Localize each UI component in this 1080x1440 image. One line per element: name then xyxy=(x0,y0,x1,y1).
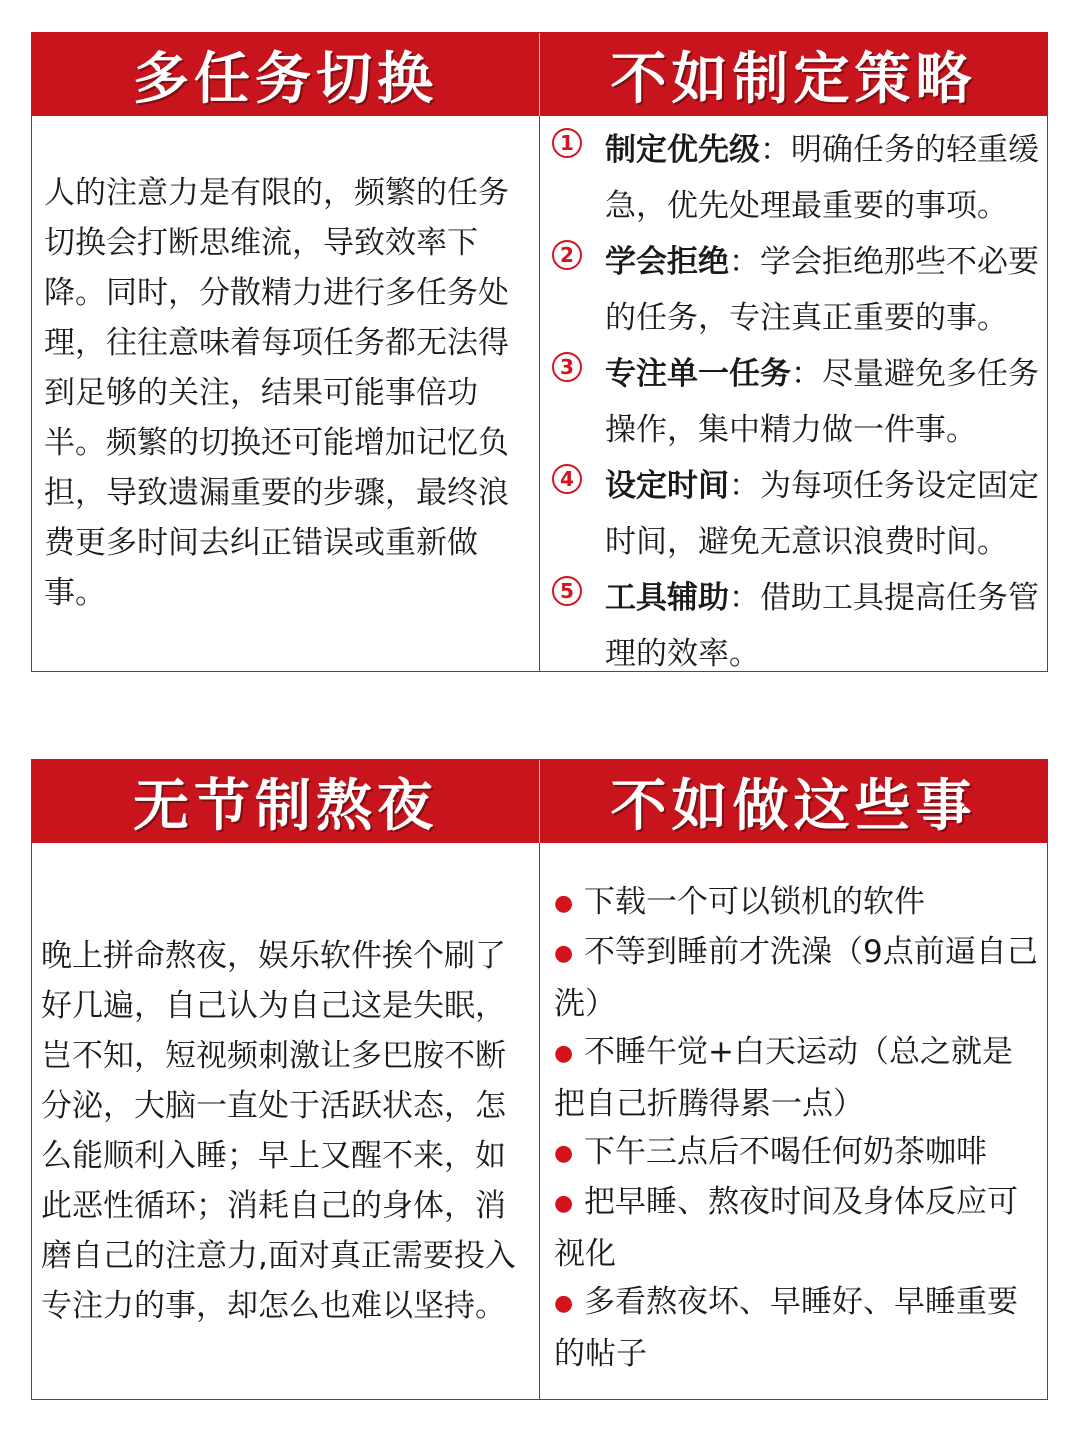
number-circle-icon: 5 xyxy=(552,576,582,606)
item-text: 明确任务的轻重缓急，优先处理最重要的事项。 xyxy=(605,132,1039,224)
header-strategy: 不如制定策略 xyxy=(540,33,1047,116)
strategy-table xyxy=(31,32,1048,672)
item-title: 专注单一任务 xyxy=(605,356,791,392)
item-text: 尽量避免多任务操作，集中精力做一件事。 xyxy=(605,356,1039,448)
bullet-icon: ● xyxy=(554,1191,574,1216)
list-item: ● 多看熬夜坏、早睡好、早睡重要的帖子 xyxy=(554,1277,1039,1379)
item-title: 设定时间 xyxy=(605,468,729,504)
strategy-item: 3 专注单一任务：尽量避免多任务操作，集中精力做一件事。 xyxy=(552,346,1039,458)
bullet-icon: ● xyxy=(554,1041,574,1066)
number-circle-icon: 2 xyxy=(552,240,582,270)
list-item: ● 不等到睡前才洗澡（9点前逼自己洗） xyxy=(554,927,1039,1029)
late-night-table xyxy=(31,759,1048,1400)
late-night-paragraph: 晚上拼命熬夜，娱乐软件挨个刷了好几遍，自己认为自己这是失眠，岂不知，短视频刺激让多巴胺不断分泌，大脑一直处于活跃状态，怎么能顺利入睡；早上又醒不来，如此恶性循环；消耗自己的身体，消磨自己的注意力,面对真正需要投入专注力的事，却怎么也难以坚持。 xyxy=(41,938,516,1324)
multitask-cell xyxy=(32,116,540,671)
item-text: 学会拒绝那些不必要的任务，专注真正重要的事。 xyxy=(605,244,1039,336)
number-circle-icon: 3 xyxy=(552,352,582,382)
strategy-item: 4 设定时间：为每项任务设定固定时间，避免无意识浪费时间。 xyxy=(552,458,1039,570)
alternatives-cell xyxy=(540,843,1047,1399)
item-text: 为每项任务设定固定时间，避免无意识浪费时间。 xyxy=(605,468,1039,560)
item-title: 工具辅助 xyxy=(605,580,729,616)
item-text: 借助工具提高任务管理的效率。 xyxy=(605,580,1039,672)
list-item: ● 把早睡、熬夜时间及身体反应可视化 xyxy=(554,1177,1039,1279)
strategy-cell xyxy=(540,116,1047,671)
item-title: 学会拒绝 xyxy=(605,244,729,280)
bullet-icon: ● xyxy=(554,1141,574,1166)
strategy-item: 5 工具辅助：借助工具提高任务管理的效率。 xyxy=(552,570,1039,682)
strategy-item: 1 制定优先级：明确任务的轻重缓急，优先处理最重要的事项。 xyxy=(552,122,1039,234)
number-circle-icon: 1 xyxy=(552,128,582,158)
bullet-icon: ● xyxy=(554,941,574,966)
header-alternatives: 不如做这些事 xyxy=(540,760,1047,843)
bullet-icon: ● xyxy=(554,891,574,916)
list-item: ● 下午三点后不喝任何奶茶咖啡 xyxy=(554,1127,1039,1179)
header-multitask: 多任务切换 xyxy=(32,33,540,116)
list-item: ● 下载一个可以锁机的软件 xyxy=(554,877,1039,929)
strategy-item: 2 学会拒绝：学会拒绝那些不必要的任务，专注真正重要的事。 xyxy=(552,234,1039,346)
late-night-cell xyxy=(32,843,540,1399)
item-title: 制定优先级 xyxy=(605,132,760,168)
header-late-night: 无节制熬夜 xyxy=(32,760,540,843)
bullet-icon: ● xyxy=(554,1291,574,1316)
number-circle-icon: 4 xyxy=(552,464,582,494)
multitask-paragraph: 人的注意力是有限的，频繁的任务切换会打断思维流，导致效率下降。同时，分散精力进行多任务处理，往往意味着每项任务都无法得到足够的关注，结果可能事倍功半。频繁的切换还可能增加记忆负担，导致遗漏重要的步骤，最终浪费更多时间去纠正错误或重新做事。 xyxy=(44,175,509,611)
list-item: ● 不睡午觉+白天运动（总之就是把自己折腾得累一点） xyxy=(554,1027,1039,1129)
